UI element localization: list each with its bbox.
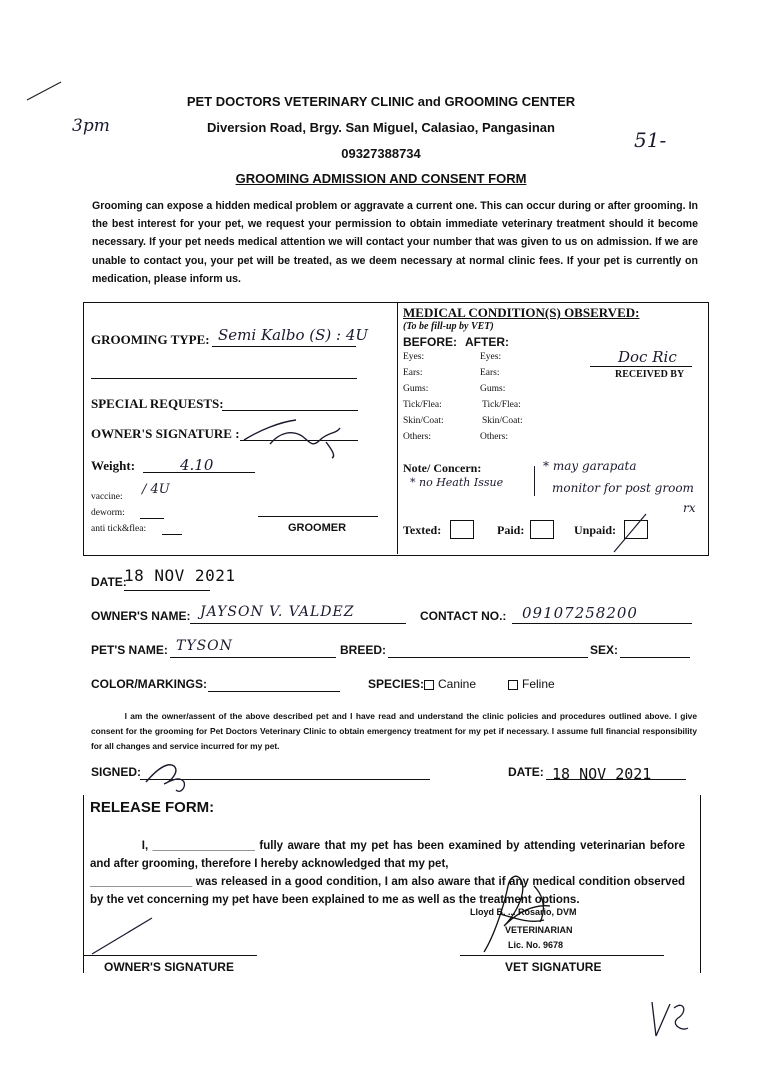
after-ears: Ears: <box>480 368 500 378</box>
bottom-initials <box>644 994 694 1044</box>
grooming-extra-line <box>91 378 357 379</box>
consent-paragraph: I am the owner/assent of the above described pet and I have read and understand the clinic policies and procedures outlined above. I give consent for the grooming for Pet Doctors Veterinary Clinic to obtain emergency treatment for my pet if necessary. I assume full financial responsibility for all changes and service incurred for my pet. <box>91 711 697 751</box>
vet-stamp-title: VETERINARIAN <box>505 925 573 935</box>
vaccine-label: vaccine: <box>91 492 123 502</box>
before-label: BEFORE: <box>403 335 457 349</box>
unpaid-checkmark <box>610 510 650 556</box>
canine-checkbox[interactable] <box>424 680 434 690</box>
vet-sig-label: VET SIGNATURE <box>505 960 602 974</box>
before-tick: Tick/Flea: <box>403 400 442 410</box>
owner-release-sig-label: OWNER'S SIGNATURE <box>104 960 234 974</box>
owner-signature-label: OWNER'S SIGNATURE : <box>91 426 240 441</box>
color-label: COLOR/MARKINGS: <box>91 677 207 691</box>
after-tick: Tick/Flea: <box>482 400 521 410</box>
antitick-line <box>162 534 182 535</box>
after-others: Others: <box>480 432 508 442</box>
date2-label: DATE: <box>508 765 544 779</box>
owner-name-value: JAYSON V. VALDEZ <box>200 604 355 620</box>
after-label: AFTER: <box>465 335 509 349</box>
date-stamp: 18 NOV 2021 <box>124 566 236 585</box>
owner-name-line <box>190 623 406 624</box>
before-ears: Ears: <box>403 368 423 378</box>
note-label: Note/ Concern: <box>403 461 482 475</box>
antitick-label: anti tick&flea: <box>91 524 147 534</box>
species-label: SPECIES: <box>368 677 425 691</box>
note-hand-2: * may garapata <box>543 459 637 473</box>
canine-option[interactable] <box>424 677 476 691</box>
groomer-label: GROOMER <box>288 522 347 534</box>
paid-checkbox[interactable] <box>530 520 554 539</box>
signed-signature <box>140 752 200 796</box>
pet-name-line <box>170 657 336 658</box>
date-label: DATE: <box>91 575 127 589</box>
note-divider-stroke <box>534 466 535 496</box>
texted-label: Texted: <box>403 523 442 537</box>
note-hand-3: monitor for post groom <box>552 481 694 495</box>
contact-line <box>512 623 692 624</box>
date-line <box>124 590 210 591</box>
vet-sig-line <box>460 955 664 956</box>
owner-release-signature <box>88 912 158 958</box>
owner-signature-scribble <box>240 410 360 460</box>
groomer-line <box>258 516 378 517</box>
sex-label: SEX: <box>590 643 619 657</box>
grooming-type-label: GROOMING TYPE: <box>91 332 210 347</box>
feline-label: Feline <box>522 677 555 691</box>
breed-label: BREED: <box>340 643 387 657</box>
grooming-type-value: Semi Kalbo (S) : 4U <box>218 326 369 344</box>
texted-checkbox[interactable] <box>450 520 474 539</box>
weight-value: 4.10 <box>180 456 214 474</box>
before-others: Others: <box>403 432 431 442</box>
before-gums: Gums: <box>403 384 429 394</box>
received-by-label: RECEIVED BY <box>615 369 685 380</box>
intro-paragraph: Grooming can expose a hidden medical problem or aggravate a current one. This can occur during or after grooming. In the best interest for your pet, we request your permission to obtain immediate veterinary treatment should it become necessary. If your pet needs medical attention we will contact your number that was given to us on admission. If we are unable to contact you, your pet will be treated, as we deem necessary at normal clinic fees. If your pet is currently on medication, please inform us. <box>92 200 698 285</box>
clinic-address: Diversion Road, Brgy. San Miguel, Calasiao, Pangasinan <box>207 120 555 135</box>
release-text-1: I, ________________ fully aware that my pet has been examined by attending veterinarian before and after grooming, therefore I hereby acknowledged that my pet, <box>90 840 685 870</box>
note-hand-4: rx <box>683 501 696 515</box>
form-title: GROOMING ADMISSION AND CONSENT FORM <box>235 171 527 186</box>
sex-line <box>620 657 690 658</box>
note-hand-1: * no Heath Issue <box>410 476 504 489</box>
contact-label: CONTACT NO.: <box>420 609 507 623</box>
special-requests-label: SPECIAL REQUESTS: <box>91 396 224 411</box>
medical-subtitle: (To be fill-up by VET) <box>403 321 494 332</box>
date2-stamp: 18 NOV 2021 <box>552 765 652 783</box>
weight-label: Weight: <box>91 458 136 473</box>
after-eyes: Eyes: <box>480 352 502 362</box>
clinic-phone: 09327388734 <box>341 146 421 161</box>
contact-value: 09107258200 <box>522 604 638 622</box>
release-text-2: ________________ was released in a good condition, I am also aware that if any medical condition observed by the vet concerning my pet have been explained to me as well as the treatment options. <box>90 876 685 906</box>
unpaid-label: Unpaid: <box>574 523 617 537</box>
breed-line <box>388 657 588 658</box>
margin-time-note: 3pm <box>72 116 110 136</box>
after-gums: Gums: <box>480 384 506 394</box>
margin-number-note: 51- <box>634 128 667 152</box>
owner-name-label: OWNER'S NAME: <box>91 609 191 623</box>
pet-name-value: TYSON <box>176 638 233 654</box>
paid-label: Paid: <box>497 523 525 537</box>
pet-name-label: PET'S NAME: <box>91 643 168 657</box>
release-title: RELEASE FORM: <box>90 799 215 816</box>
deworm-line <box>140 518 164 519</box>
before-eyes: Eyes: <box>403 352 425 362</box>
vaccine-value: / 4U <box>142 482 170 497</box>
after-skin: Skin/Coat: <box>482 416 523 426</box>
owner-release-sig-line <box>83 955 257 956</box>
box-divider <box>397 302 398 554</box>
vet-stamp-name: Lloyd B. ... Rosario, DVM <box>470 907 577 917</box>
vet-signature-scribble <box>474 866 584 958</box>
received-by-value: Doc Ric <box>618 348 677 366</box>
feline-option[interactable] <box>508 677 555 691</box>
deworm-label: deworm: <box>91 508 125 518</box>
grooming-type-line <box>212 346 356 347</box>
received-by-line <box>590 366 692 367</box>
canine-label: Canine <box>438 677 477 691</box>
before-skin: Skin/Coat: <box>403 416 444 426</box>
clinic-name: PET DOCTORS VETERINARY CLINIC and GROOMING CENTER <box>186 94 576 109</box>
color-line <box>208 691 340 692</box>
medical-title: MEDICAL CONDITION(S) OBSERVED: <box>403 305 640 320</box>
feline-checkbox[interactable] <box>508 680 518 690</box>
signed-label: SIGNED: <box>91 765 142 779</box>
vet-stamp-license: Lic. No. 9678 <box>508 940 564 950</box>
